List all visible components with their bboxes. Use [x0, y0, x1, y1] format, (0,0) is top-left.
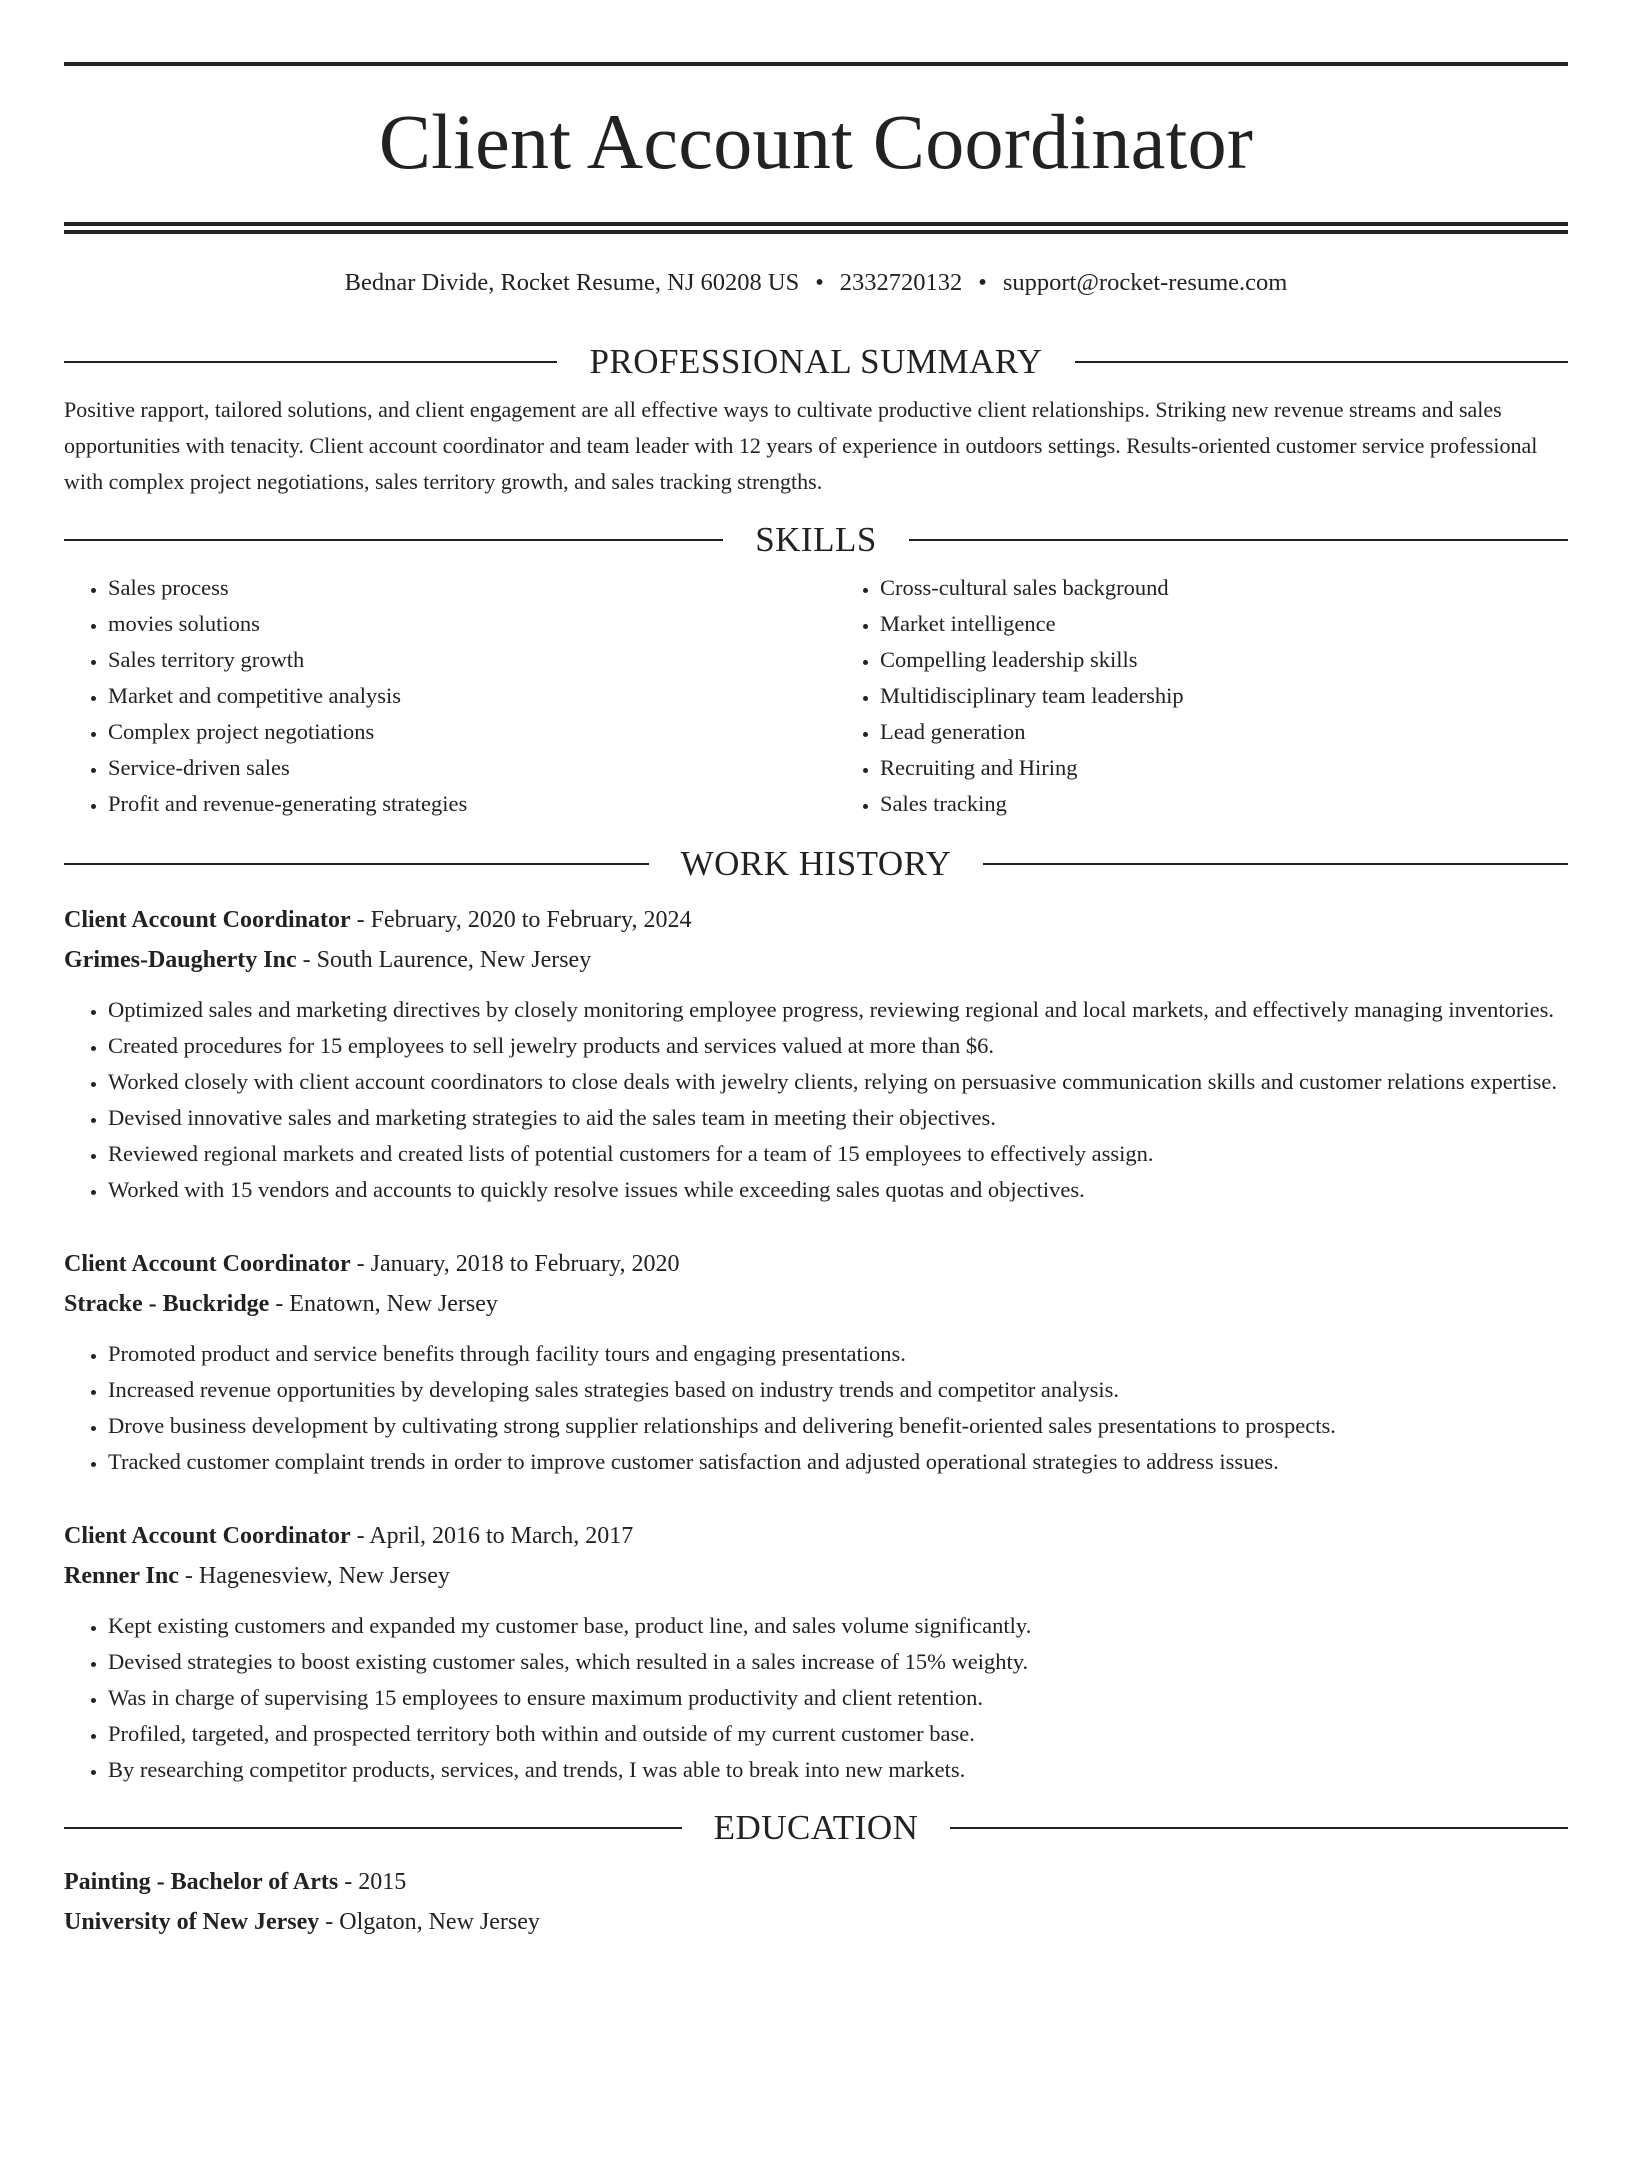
skill-item: • Cross-cultural sales background	[880, 570, 1568, 606]
job-bullet: • Increased revenue opportunities by developing sales strategies based on industry trends and competitor analysis.	[108, 1372, 1568, 1408]
skill-item: • movies solutions	[108, 606, 796, 642]
job-bullet: • Devised innovative sales and marketing strategies to aid the sales team in meeting their objectives.	[108, 1100, 1568, 1136]
school: University of New Jersey	[64, 1909, 320, 1935]
job-bullet: • Reviewed regional markets and created lists of potential customers for a team of 15 employees to effectively assign.	[108, 1136, 1568, 1172]
job-location: - Hagenesview, New Jersey	[178, 1563, 450, 1589]
resume-page	[0, 62, 1632, 2174]
work-heading: WORK HISTORY	[680, 844, 952, 883]
contact-separator: •	[815, 269, 824, 296]
job-bullets	[64, 1336, 1568, 1480]
job-company-line	[64, 940, 1568, 980]
job-bullet: • Created procedures for 15 employees to sell jewelry products and services valued at more than $6.	[108, 1028, 1568, 1064]
job-company-line	[64, 1556, 1568, 1596]
job-bullet: • By researching competitor products, services, and trends, I was able to break into new markets.	[108, 1752, 1568, 1788]
job-bullet: • Worked closely with client account coordinators to close deals with jewelry clients, relying on persuasive communication skills and customer relations expertise.	[108, 1064, 1568, 1100]
skill-item: • Complex project negotiations	[108, 714, 796, 750]
job-company: Renner Inc	[64, 1563, 179, 1589]
degree: Painting - Bachelor of Arts	[64, 1869, 339, 1895]
job-title-line	[64, 900, 1568, 940]
section-divider	[909, 539, 1568, 541]
skill-item: • Sales territory growth	[108, 642, 796, 678]
job-bullet: • Was in charge of supervising 15 employees to ensure maximum productivity and client retention.	[108, 1680, 1568, 1716]
job-company: Grimes-Daugherty Inc	[64, 947, 297, 973]
skill-item: • Profit and revenue-generating strategies	[108, 786, 796, 822]
contact-email: support@rocket-resume.com	[1002, 269, 1288, 296]
skills-section-header	[64, 520, 1568, 560]
job-title-line	[64, 1516, 1568, 1556]
school-location: - Olgaton, New Jersey	[319, 1909, 540, 1935]
job-bullets	[64, 1608, 1568, 1788]
skill-item: • Market and competitive analysis	[108, 678, 796, 714]
top-divider	[64, 62, 1568, 66]
summary-text: Positive rapport, tailored solutions, and client engagement are all effective ways to cultivate productive client relationships. Striking new revenue streams and sales opportunities with tenacity. Client account coordinator and team leader with 12 years of experience in outdoors settings. Results-oriented customer service professional with complex project negotiations, sales territory growth, and sales tracking strengths.	[64, 397, 1538, 494]
school-line	[64, 1902, 1568, 1942]
job-bullet: • Kept existing customers and expanded my customer base, product line, and sales volume significantly.	[108, 1608, 1568, 1644]
job-bullet: • Drove business development by cultivating strong supplier relationships and delivering benefit-oriented sales presentations to prospects.	[108, 1408, 1568, 1444]
section-divider	[983, 863, 1568, 865]
skills-column-right	[836, 570, 1568, 822]
skill-item: • Compelling leadership skills	[880, 642, 1568, 678]
job-bullet: • Tracked customer complaint trends in order to improve customer satisfaction and adjusted operational strategies to address issues.	[108, 1444, 1568, 1480]
job-location: - South Laurence, New Jersey	[296, 947, 592, 973]
job-bullet: • Promoted product and service benefits through facility tours and engaging presentations.	[108, 1336, 1568, 1372]
work-section-header	[64, 844, 1568, 884]
skill-item: • Sales tracking	[880, 786, 1568, 822]
education-heading: EDUCATION	[713, 1808, 919, 1847]
section-divider	[64, 361, 557, 363]
job-dates: - February, 2020 to February, 2024	[350, 907, 692, 933]
job-title: Client Account Coordinator	[64, 1523, 351, 1549]
skill-item: • Market intelligence	[880, 606, 1568, 642]
job-entry	[64, 900, 1568, 1208]
job-title-line	[64, 1244, 1568, 1284]
job-bullet: • Devised strategies to boost existing customer sales, which resulted in a sales increase of 15% weighty.	[108, 1644, 1568, 1680]
job-company: Stracke - Buckridge	[64, 1291, 270, 1317]
summary-section-header	[64, 342, 1568, 382]
skill-item: • Sales process	[108, 570, 796, 606]
skill-item: • Recruiting and Hiring	[880, 750, 1568, 786]
job-title: Client Account Coordinator	[64, 1251, 351, 1277]
contact-line	[64, 268, 1568, 298]
job-bullet: • Worked with 15 vendors and accounts to quickly resolve issues while exceeding sales quotas and objectives.	[108, 1172, 1568, 1208]
job-bullets	[64, 992, 1568, 1208]
section-divider	[64, 863, 649, 865]
section-divider	[950, 1827, 1568, 1829]
summary-heading: PROFESSIONAL SUMMARY	[589, 342, 1043, 381]
skill-item: • Service-driven sales	[108, 750, 796, 786]
job-location: - Enatown, New Jersey	[269, 1291, 498, 1317]
education-entry	[64, 1862, 1568, 1942]
contact-address: Bednar Divide, Rocket Resume, NJ 60208 US	[344, 269, 800, 296]
education-section-header	[64, 1808, 1568, 1848]
job-entry	[64, 1516, 1568, 1788]
job-dates: - April, 2016 to March, 2017	[350, 1523, 634, 1549]
job-entry	[64, 1244, 1568, 1480]
job-company-line	[64, 1284, 1568, 1324]
job-bullet: • Profiled, targeted, and prospected territory both within and outside of my current customer base.	[108, 1716, 1568, 1752]
skills-list	[64, 570, 1568, 822]
skills-heading: SKILLS	[755, 520, 877, 559]
section-divider	[64, 1827, 682, 1829]
graduation-year: - 2015	[338, 1869, 407, 1895]
skill-item: • Lead generation	[880, 714, 1568, 750]
skills-column-left	[64, 570, 796, 822]
job-dates: - January, 2018 to February, 2020	[350, 1251, 680, 1277]
section-divider	[64, 539, 723, 541]
job-title: Client Account Coordinator	[64, 907, 351, 933]
job-bullet: • Optimized sales and marketing directives by closely monitoring employee progress, reviewing regional and local markets, and effectively managing inventories.	[108, 992, 1568, 1028]
degree-line	[64, 1862, 1568, 1902]
contact-separator: •	[978, 269, 987, 296]
title-double-divider	[64, 222, 1568, 234]
resume-title: Client Account Coordinator	[378, 98, 1254, 185]
skill-item: • Multidisciplinary team leadership	[880, 678, 1568, 714]
section-divider	[1075, 361, 1568, 363]
contact-phone: 2332720132	[839, 269, 963, 296]
